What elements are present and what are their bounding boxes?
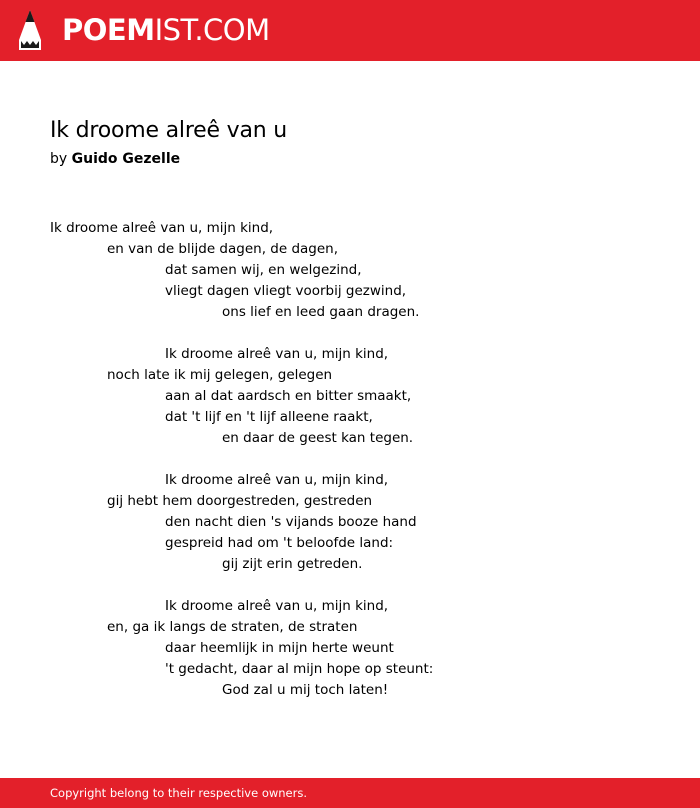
site-footer bbox=[0, 778, 700, 808]
byline bbox=[50, 149, 180, 169]
site-header bbox=[0, 0, 700, 61]
poem-line: gespreid had om 't beloofde land: bbox=[165, 535, 394, 551]
poem-line: God zal u mij toch laten! bbox=[222, 682, 389, 698]
logo-brand-bold: POEM bbox=[62, 13, 155, 47]
poem-line: den nacht dien 's vijands booze hand bbox=[165, 514, 417, 530]
copyright-notice: Copyright belong to their respective owners. bbox=[50, 786, 308, 800]
author-name: Guido Gezelle bbox=[71, 151, 181, 167]
poem-line: Ik droome alreê van u, mijn kind, bbox=[165, 346, 389, 362]
logo-brand-light: IST.COM bbox=[154, 13, 270, 47]
poem-body bbox=[50, 218, 670, 701]
poem-line: daar heemlijk in mijn herte weunt bbox=[165, 640, 394, 656]
poem-line: vliegt dagen vliegt voorbij gezwind, bbox=[165, 283, 407, 299]
poem-line: dat samen wij, en welgezind, bbox=[165, 262, 362, 278]
site-logo[interactable] bbox=[62, 13, 270, 47]
poem-line: noch late ik mij gelegen, gelegen bbox=[107, 367, 333, 383]
poem-line: Ik droome alreê van u, mijn kind, bbox=[50, 220, 274, 236]
poem-line: en van de blijde dagen, de dagen, bbox=[107, 241, 339, 257]
poem-title: Ik droome alreê van u bbox=[50, 118, 288, 143]
stanza-break bbox=[50, 449, 670, 470]
poem-line: Ik droome alreê van u, mijn kind, bbox=[165, 472, 389, 488]
poem-line: dat 't lijf en 't lijf alleene raakt, bbox=[165, 409, 373, 425]
poem-line: gij zijt erin getreden. bbox=[222, 556, 363, 572]
poem-line: Ik droome alreê van u, mijn kind, bbox=[165, 598, 389, 614]
poem-line: ons lief en leed gaan dragen. bbox=[222, 304, 420, 320]
poem-line: 't gedacht, daar al mijn hope op steunt: bbox=[165, 661, 434, 677]
poem-line: en, ga ik langs de straten, de straten bbox=[107, 619, 358, 635]
poem-line: aan al dat aardsch en bitter smaakt, bbox=[165, 388, 412, 404]
stanza-break bbox=[50, 575, 670, 596]
stanza-break bbox=[50, 323, 670, 344]
poem-line: gij hebt hem doorgestreden, gestreden bbox=[107, 493, 373, 509]
pencil-tip-icon[interactable] bbox=[18, 9, 42, 51]
poem-line: en daar de geest kan tegen. bbox=[222, 430, 414, 446]
by-label: by bbox=[50, 151, 68, 167]
